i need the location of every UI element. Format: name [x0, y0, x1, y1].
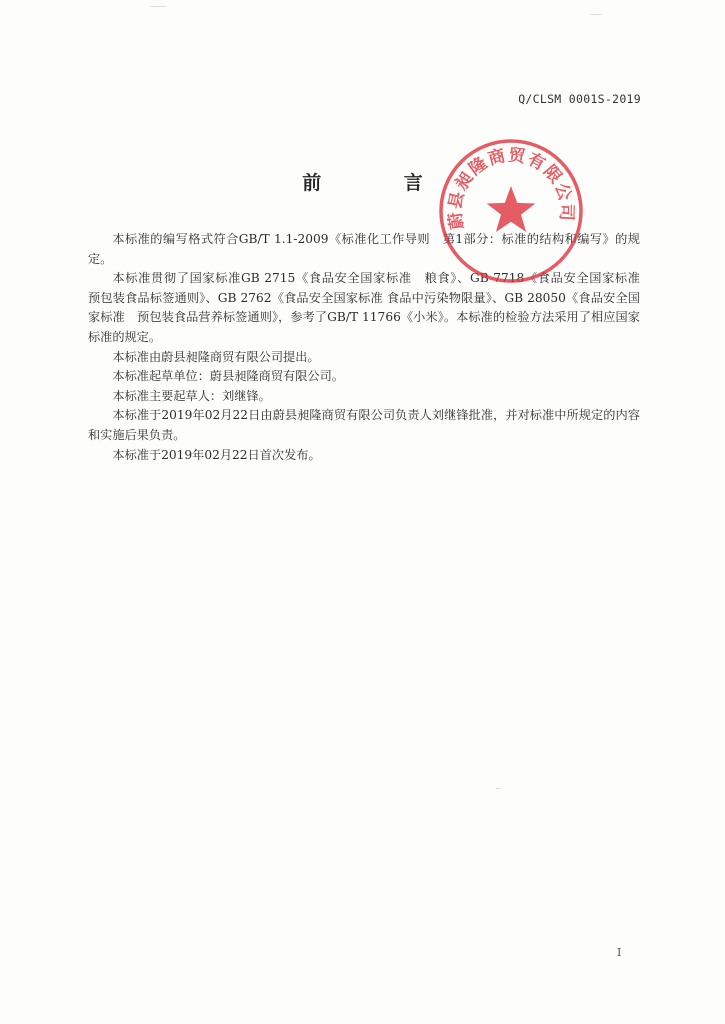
- page-title: 前 言: [302, 172, 461, 194]
- page-number: I: [617, 946, 622, 959]
- paragraph-approval: 本标准于2019年02月22日由蔚县昶隆商贸有限公司负责人刘继锋批准，并对标准中所规定的内容和实施后果负责。: [88, 408, 640, 442]
- document-code: Q/CLSM 0001S-2019: [518, 92, 641, 106]
- seal-star-icon: [487, 186, 536, 232]
- paragraph-drafter: 本标准主要起草人：刘继锋。: [112, 388, 271, 403]
- paragraph-release: 本标准于2019年02月22日首次发布。: [112, 447, 321, 462]
- company-seal-stamp: [436, 136, 586, 286]
- paragraph-drafting-unit: 本标准起草单位：蔚县昶隆商贸有限公司。: [112, 369, 344, 384]
- scan-speck: [150, 6, 166, 7]
- scan-speck: [496, 788, 501, 789]
- paragraph-format: 本标准的编写格式符合GB/T 1.1-2009《标准化工作导则 第1部分：标准的结构和编写》的规定。: [88, 232, 640, 266]
- paragraph-standards: 本标准贯彻了国家标准GB 2715《食品安全国家标准 粮食》、GB 7718《食品安全国家标准 预包装食品标签通则》、GB 2762《食品安全国家标准 食品中污染物限量》、GB 28050《食品安全国家标准 预包装食品营养标签通则》，参考了GB/T 11766《小米》。本标准的检验方法采用了相应国家标准的规定。: [88, 271, 653, 344]
- scan-speck: [590, 14, 602, 15]
- seal-text: 蔚县昶隆商贸有限公司: [445, 145, 577, 231]
- paragraph-proposer: 本标准由蔚县昶隆商贸有限公司提出。: [112, 349, 320, 364]
